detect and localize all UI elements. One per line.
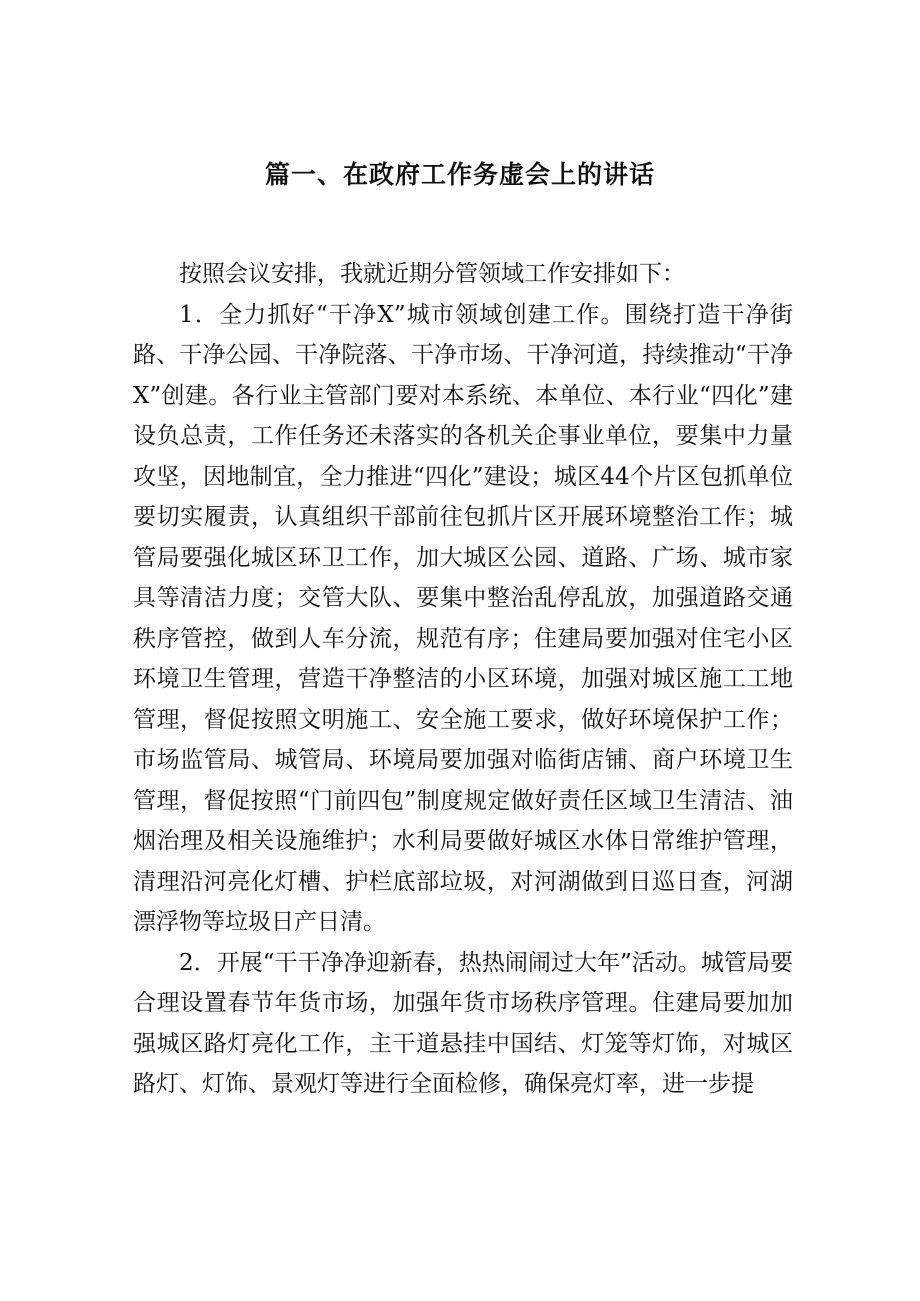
paragraph-item-2: 2．开展“干干净净迎新春，热热闹闹过大年”活动。城管局要合理设置春节年货市场，加强年货市场秩序管理。住建局要加加强城区路灯亮化工作，主干道悬挂中国结、灯笼等灯饰，对城区路灯、灯饰、景观灯等进行全面检修，确保亮灯率，进一步提 [133,949,793,1097]
document-title: 篇一、在政府工作务虚会上的讲话 [264,160,655,189]
document-body [133,254,793,1105]
paragraph-item-1: 1．全力抓好“干净X”城市领域创建工作。围绕打造干净街路、干净公园、干净院落、干净市场、干净河道，持续推动“干净X”创建。各行业主管部门要对本系统、本单位、本行业“四化”建设负总责，工作任务还未落实的各机关企事业单位，要集中力量攻坚，因地制宜，全力推进“四化”建设；城区44个片区包抓单位要切实履责，认真组织干部前往包抓片区开展环境整治工作；城管局要强化城区环卫工作，加大城区公园、道路、广场、城市家具等清洁力度；交管大队、要集中整治乱停乱放，加强道路交通秩序管控，做到人车分流，规范有序；住建局要加强对住宅小区环境卫生管理，营造干净整洁的小区环境，加强对城区施工工地管理，督促按照文明施工、安全施工要求，做好环境保护工作；市场监管局、城管局、环境局要加强对临街店铺、商户环境卫生管理，督促按照“门前四包”制度规定做好责任区域卫生清洁、油烟治理及相关设施维护；水利局要做好城区水体日常维护管理，清理沿河亮化灯槽、护栏底部垃圾，对河湖做到日巡日查，河湖漂浮物等垃圾日产日清。 [133,301,793,935]
paragraph-intro: 按照会议安排，我就近期分管领域工作安排如下： [179,261,685,287]
